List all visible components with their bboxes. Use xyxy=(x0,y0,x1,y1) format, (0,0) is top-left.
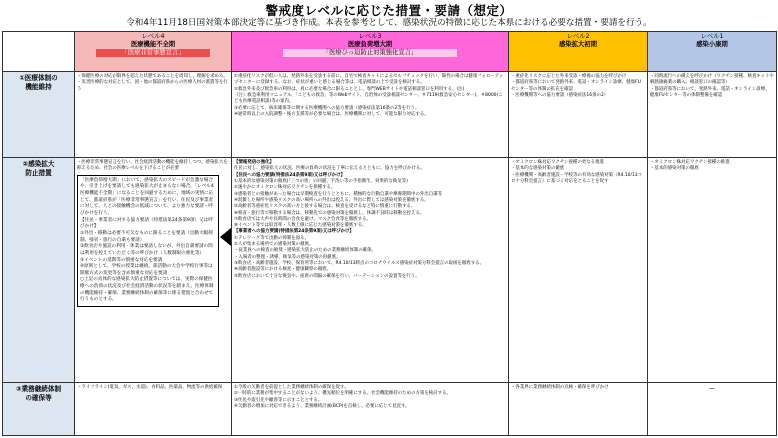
infection-level2-cell xyxy=(509,158,648,383)
infection-level1-cell xyxy=(648,158,777,383)
list-item: ③イベントの延期等の慎重な対応を要請 xyxy=(80,257,163,263)
list-item: ・オミクロン株対応ワクチン接種の推進 xyxy=(650,160,730,165)
row-infection xyxy=(3,158,777,383)
medical-level2-cell xyxy=(509,72,648,158)
business-level2-cell xyxy=(509,383,648,436)
list-item: ・オミクロン株対応ワクチン接種の更なる推進 xyxy=(511,160,604,165)
page-subtitle: 令和4年11月18日国対策本部決定等に基づき作成。本表を参考として、感染状況の特徴に応じた本県における必要な措置・要請を行う。 xyxy=(126,18,652,28)
list-item: ②速やかにオミクロン株対応ワクチンを接種する。 xyxy=(234,185,336,191)
list-item: ③感染者との接触があった場合は早期検査を行うとともに、積極的な行動自粛や療養期間中の外出自粛等 xyxy=(234,191,443,197)
list-item: ・同時流行への備えを呼びかけ（ワクチン接種、検査キットや解熱鎮痛薬の購入、相談窓口の確認等） xyxy=(650,74,774,86)
list-item: ・災害医療的な対応として、国・他の都道府県からの医療人材の派遣等を行う xyxy=(77,80,228,92)
header-level2: レベル2 感染拡大初期 xyxy=(509,32,648,72)
page-title: 警戒度レベルに応じた措置・要請（想定） xyxy=(265,3,513,18)
list-item: ・医療非常事態宣言を行い、社会経済活動の機能を維持しつつ、感染拡大を抑えるため、社会の医療レベルを下げることが必要 xyxy=(77,160,228,172)
list-item: ④高齢者施設等における検査・健康観察の徹底。 xyxy=(234,267,332,273)
list-item: 住民に対し、感染拡大の状況、医療の負荷の状況を丁寧に伝えるとともに、協力を呼びかける。 xyxy=(234,166,425,172)
list-item: ⑦飲食店では大声や長時間の会食を避け、マスク会食等を徹底する。 xyxy=(234,216,371,222)
list-item: ・医療機関等への協力要請（感染症法16条の2） xyxy=(511,92,609,98)
business-level3-cell xyxy=(232,383,509,436)
header-level3: レベル3 医療負荷増大期 「医療ひっ迫防止対策強化宣言」 xyxy=(232,32,509,72)
medical-level4-cell xyxy=(75,72,232,158)
list-item: ○上記の具体的な感染拡大防止措置等については、実際の保健医療への負荷の状況及び社会経済活動の状況等を踏まえ、医療体制の機能維持・確保、業務継続体制の確保等に係る措置と合わせて行うものとする。 xyxy=(80,277,214,303)
list-item: ③必要に応じて、病床確保等に関する医療機関への協力要請（感染症法第16条の2等を行う。 xyxy=(234,105,420,111)
list-item: ・基本的な感染対策の徹底 xyxy=(511,166,565,172)
row-medical xyxy=(3,72,777,158)
list-item: ・医療機関・高齢者施設・学校等の有効な感染対策（R4.10/13コロナ分科会提言）に基づく対応をとることを促す xyxy=(511,172,643,184)
list-item: ①重症化リスクが低い人は、発熱外来を受診する前に、自宅で検査キットによるセルフチェックを行い、陽性の場合は健康フォローアップセンターに登録する。なお、症状が重いと感じる場合等は、電話相談の上で受診を検討する。 xyxy=(234,74,504,86)
list-item: ①今般の欠勤者を前提とした業務継続体制の確保を促す。 xyxy=(234,385,349,390)
infection-level4-cell xyxy=(75,158,232,383)
list-item: ②一時的に業務が集中することがないよう、優先順位を明確にする。社会機能維持のための方策を検討する。 xyxy=(234,391,451,397)
list-item: （注）救急車利用マニュアル、「こどもの救急」等のWebサイト、自治体の受診相談センター、＃7119(救急安心センター)、＃8000(こども医療電話相談)等の案内。 xyxy=(234,92,503,105)
list-item: ②人が集まる場所での感染対策の徹底。 xyxy=(234,242,314,248)
list-item: 【住民・事業者に対する協力要請（特措法第24条第9項）又は呼びかけ】 xyxy=(80,217,213,230)
list-item: ②救急外来及び救急車の利用は、真に必要な場合に限ることとし、専門WEBサイトや電話相談窓口を利用する。(注) xyxy=(234,86,465,92)
list-item: ⑥帰省・旅行等で移動する場合は、移動先での感染対策を徹底し、体調不良時は移動を控える。 xyxy=(234,210,425,216)
list-item: ・ライフライン(電気、ガス、水道)、食料品、医薬品、物流等の供給確保 xyxy=(77,385,223,390)
list-item: ①テレワーク等で出勤の抑制を図る。 xyxy=(234,235,309,241)
medical-level1-cell xyxy=(648,72,777,158)
header-level1: レベル1 感染小康期 xyxy=(648,32,777,72)
header-level4: レベル4 医療機能不全期 「医療非常事態宣言」 xyxy=(75,32,232,72)
list-item: ③飲食店・高齢者施設、学校、保育所等において、R4.10/13時点のコロナウイルス感染症対策分科会提言の取組を徹底する。 xyxy=(234,261,485,266)
list-item: ・基本的感染対策の徹底 xyxy=(650,166,699,172)
list-item: ①外出・移動は必要不可欠なものに限ることを要請（出勤大幅抑制、帰省・旅行の自粛も要請） xyxy=(80,230,213,243)
list-item: ・都道府県等において、発熱外来、電話・オンライン診療、健康FUセンター等の体制整備を確認 xyxy=(650,86,770,98)
list-item: ④原則として、学校の授業は継続。部活動の大会や学校行事等は開催方式の変更等を含め慎重な対応を要請 xyxy=(80,264,213,276)
list-item: ・従業員への検査の勧奨・感染拡大防止のための業務継続体制の確保。 xyxy=(234,248,376,254)
left-arrow-icon xyxy=(220,228,231,246)
list-item: ④通常時以上の入院調整・後方支援等が必要な場合は、医療機関に対して、可能な限り対応する。 xyxy=(234,111,429,117)
corner-cell xyxy=(3,32,75,72)
section-heading: 【事業者への協力要請(特措法第24条第9項)又は呼びかけ】 xyxy=(234,229,354,235)
list-item: 「医療負荷増大期」において、感染拡大のスピードが急激な場合や、引き上げを要請しても感染拡大が止まらない場合、「レベル4 医療機能不全期」になることを回避するために、地域の実情に応じて、都道府県が「医療非常事態宣言」を行い、住民及び事業者に対して、人との接触機会の低減について、より強力な要請・呼びかけを行う。 xyxy=(80,177,214,216)
list-item: ⑤飲食店において十分な換気や、座席の間隔の確保を行い、パーテーションの設置等を行う。 xyxy=(234,273,420,279)
measures-table xyxy=(2,31,777,436)
list-item: ④混雑した場所や感染リスクの高い場所への外出は控える、外出に際しては感染対策を徹底する。 xyxy=(234,197,429,203)
list-item: ・重症化リスクに応じた外来受診・療養の協力を呼びかけ xyxy=(511,74,627,79)
list-item: ・入場者の整理・誘導、換気等の感染対策の再徹底。 xyxy=(234,254,341,260)
infection-level4-callout-wrap xyxy=(77,175,229,307)
row-business xyxy=(3,383,777,436)
list-item: ・各業界に業務継続体制の点検・確保を呼びかけ xyxy=(511,385,609,390)
list-item: ・保健医療の対応が限界を超えた状態であることを周知し、理解を求める。 xyxy=(77,74,228,79)
section-heading: 【情報発信の強化】 xyxy=(234,160,274,165)
emergency-declaration-box xyxy=(77,175,219,307)
list-item: ③住民や取引先や顧客等に示すこととする。 xyxy=(234,397,323,403)
list-item: ⑧イベント等では収容率・人数上限に応じた感染対策を徹底する。 xyxy=(234,223,367,229)
list-item: ④欠勤者の増加に対応できるよう、業務継続計画(BCP)を点検し、必要に応じて見直す。 xyxy=(234,403,410,409)
infection-level4-intro xyxy=(77,160,229,173)
business-level4-cell xyxy=(75,383,232,436)
section-heading: 【住民への協力要請(特措法24条第9項)又は呼びかけ】 xyxy=(234,172,345,178)
row-label-medical: ①医療体制の 機能維持 xyxy=(3,72,75,158)
list-item: ・都道府県等において発熱外来、電話・オンライン診療、健康FUセンター等の体制の拡充を確認 xyxy=(511,80,641,92)
row-label-infection: ②感染拡大 防止措置 xyxy=(3,158,75,383)
infection-level3-cell xyxy=(232,158,509,383)
list-item: ①基本的な感染対策の徹底(「三つの密」の回避、手洗い等の手指衛生、効果的な換気等) xyxy=(234,178,408,184)
business-level1-cell: ー xyxy=(648,383,777,436)
list-item: ⑤高齢者等重症化リスクの高い方と接する場合は、検査を受けるなど特に慎重に行動する。 xyxy=(234,204,416,210)
row-label-business: ③業務継続体制 の確保等 xyxy=(3,383,75,436)
medical-level3-cell xyxy=(232,72,509,158)
list-item: ②飲食店や施設の利用・休業は要請しないが、外出自粛要請の間は利用を控えていただく等の呼びかけ（人数制限の強化等） xyxy=(80,244,213,256)
